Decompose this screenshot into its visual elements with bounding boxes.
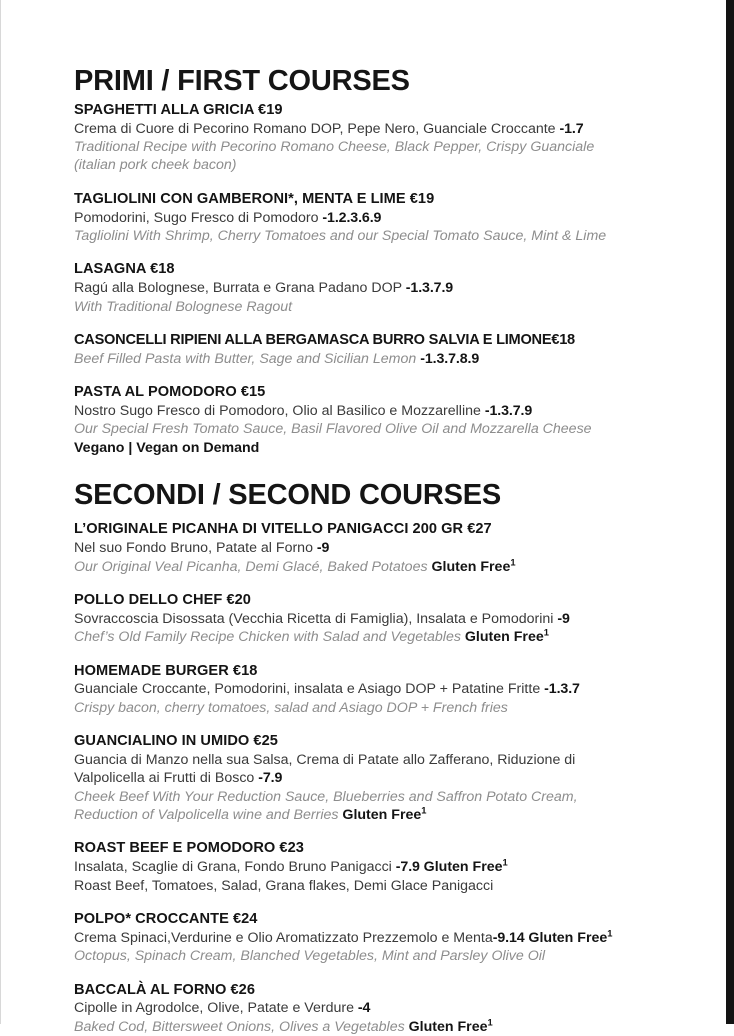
gluten-free-badge bbox=[432, 559, 516, 575]
gluten-free-badge bbox=[424, 859, 508, 875]
dish-description-en bbox=[74, 628, 662, 646]
dish-name: POLPO* CROCCANTE €24 bbox=[74, 910, 662, 929]
dish-description-en: Tagliolini With Shrimp, Cherry Tomatoes and our Special Tomato Sauce, Mint & Lime bbox=[74, 227, 662, 245]
allergen-code: -9.14 bbox=[493, 930, 529, 946]
dish-name: ROAST BEEF E POMODORO €23 bbox=[74, 839, 662, 858]
dish-name: HOMEMADE BURGER €18 bbox=[74, 662, 662, 681]
allergen-code: -4 bbox=[358, 1000, 370, 1016]
dish-originale-picanha-di-vitello bbox=[74, 520, 662, 576]
description-text: Nel suo Fondo Bruno, Patate al Forno bbox=[74, 540, 317, 556]
dish-description-it bbox=[74, 402, 662, 420]
dish-tagliolini-con-gamberoni bbox=[74, 190, 662, 246]
dish-name: BACCALÀ AL FORNO €26 bbox=[74, 981, 662, 1000]
dish-description-en: Crispy bacon, cherry tomatoes, salad and Asiago DOP + French fries bbox=[74, 699, 662, 717]
allergen-code: -9 bbox=[317, 540, 329, 556]
gluten-free-label: Gluten Free bbox=[432, 559, 511, 575]
description-text: Baked Cod, Bittersweet Onions, Olives a Vegetables bbox=[74, 1019, 409, 1035]
dish-description-en bbox=[74, 1018, 662, 1036]
dish-description-en-cont: (italian pork cheek bacon) bbox=[74, 156, 662, 174]
section-primi bbox=[74, 66, 662, 458]
allergen-code: -1.7 bbox=[560, 121, 584, 137]
gluten-free-badge bbox=[409, 1019, 493, 1035]
description-text: Crema di Cuore di Pecorino Romano DOP, Pepe Nero, Guanciale Croccante bbox=[74, 121, 560, 137]
menu-content bbox=[74, 66, 662, 1036]
description-text: Nostro Sugo Fresco di Pomodoro, Olio al Basilico e Mozzarelline bbox=[74, 403, 485, 419]
dish-description-en-cont bbox=[74, 806, 662, 824]
dish-description-en: Traditional Recipe with Pecorino Romano Cheese, Black Pepper, Crispy Guanciale bbox=[74, 138, 662, 156]
dish-name: LASAGNA €18 bbox=[74, 260, 662, 279]
dish-spaghetti-alla-gricia bbox=[74, 101, 662, 175]
dish-pollo-dello-chef bbox=[74, 591, 662, 647]
dish-description-it bbox=[74, 858, 662, 876]
description-text: Chef’s Old Family Recipe Chicken with Salad and Vegetables bbox=[74, 629, 465, 645]
gluten-free-label: Gluten Free bbox=[409, 1019, 488, 1035]
allergen-code: -9 bbox=[557, 611, 569, 627]
description-text: Valpolicella ai Frutti di Bosco bbox=[74, 770, 258, 786]
description-text: Crema Spinaci,Verdurine e Olio Aromatizzato Prezzemolo e Menta bbox=[74, 930, 493, 946]
description-text: Beef Filled Pasta with Butter, Sage and Sicilian Lemon bbox=[74, 351, 420, 367]
section-secondi bbox=[74, 480, 662, 1036]
gluten-free-badge bbox=[528, 930, 612, 946]
allergen-code: -7.9 bbox=[396, 859, 424, 875]
gluten-free-badge bbox=[465, 629, 549, 645]
description-text: Sovraccoscia Disossata (Vecchia Ricetta di Famiglia), Insalata e Pomodorini bbox=[74, 611, 557, 627]
gluten-free-badge bbox=[342, 807, 426, 823]
allergen-code: -1.2.3.6.9 bbox=[322, 210, 381, 226]
dish-description-en: Our Special Fresh Tomato Sauce, Basil Flavored Olive Oil and Mozzarella Cheese bbox=[74, 420, 662, 438]
allergen-code: -7.9 bbox=[258, 770, 282, 786]
dish-name: GUANCIALINO IN UMIDO €25 bbox=[74, 732, 662, 751]
gluten-free-label: Gluten Free bbox=[342, 807, 421, 823]
dish-roast-beef-e-pomodoro bbox=[74, 839, 662, 895]
dish-description-it bbox=[74, 209, 662, 227]
dish-description-it bbox=[74, 120, 662, 138]
dish-description-it bbox=[74, 929, 662, 947]
description-text: Reduction of Valpolicella wine and Berries bbox=[74, 807, 342, 823]
allergen-code: -1.3.7 bbox=[544, 681, 580, 697]
dish-description-it-cont bbox=[74, 769, 662, 787]
dish-lasagna bbox=[74, 260, 662, 316]
dish-description-it bbox=[74, 539, 662, 557]
page-right-edge-strip bbox=[726, 0, 734, 1024]
dish-name: POLLO DELLO CHEF €20 bbox=[74, 591, 662, 610]
gluten-free-label: Gluten Free bbox=[424, 859, 503, 875]
gluten-free-footnote: 1 bbox=[421, 805, 426, 815]
dish-casoncelli-ripieni bbox=[74, 331, 662, 368]
allergen-code: -1.3.7.8.9 bbox=[420, 351, 479, 367]
description-text: Cipolle in Agrodolce, Olive, Patate e Verdure bbox=[74, 1000, 358, 1016]
dish-name: TAGLIOLINI CON GAMBERONI*, MENTA E LIME €19 bbox=[74, 190, 662, 209]
gluten-free-label: Gluten Free bbox=[465, 629, 544, 645]
dish-name: PASTA AL POMODORO €15 bbox=[74, 383, 662, 402]
description-text: Insalata, Scaglie di Grana, Fondo Bruno Panigacci bbox=[74, 859, 396, 875]
dish-description-it bbox=[74, 279, 662, 297]
dish-description-en: With Traditional Bolognese Ragout bbox=[74, 298, 662, 316]
description-text: Ragú alla Bolognese, Burrata e Grana Padano DOP bbox=[74, 280, 406, 296]
gluten-free-footnote: 1 bbox=[607, 928, 612, 938]
vegan-badge: Vegano | Vegan on Demand bbox=[74, 439, 662, 458]
section-title-secondi: SECONDI / SECOND COURSES bbox=[74, 480, 662, 511]
dish-description-it bbox=[74, 999, 662, 1017]
dish-description-it: Guancia di Manzo nella sua Salsa, Crema di Patate allo Zafferano, Riduzione di bbox=[74, 751, 662, 769]
allergen-code: -1.3.7.9 bbox=[406, 280, 453, 296]
allergen-code: -1.3.7.9 bbox=[485, 403, 532, 419]
dish-description-it bbox=[74, 680, 662, 698]
dish-description-it bbox=[74, 610, 662, 628]
section-title-primi: PRIMI / FIRST COURSES bbox=[74, 66, 662, 97]
gluten-free-footnote: 1 bbox=[544, 627, 549, 637]
dish-pasta-al-pomodoro bbox=[74, 383, 662, 457]
dish-guancialino-in-umido bbox=[74, 732, 662, 824]
dish-homemade-burger bbox=[74, 662, 662, 718]
gluten-free-footnote: 1 bbox=[510, 557, 515, 567]
description-text: Guanciale Croccante, Pomodorini, insalata e Asiago DOP + Patatine Fritte bbox=[74, 681, 544, 697]
gluten-free-footnote: 1 bbox=[503, 858, 508, 868]
dish-name: CASONCELLI RIPIENI ALLA BERGAMASCA BURRO SALVIA E LIMONE€18 bbox=[74, 331, 662, 350]
dish-description-en: Cheek Beef With Your Reduction Sauce, Blueberries and Saffron Potato Cream, bbox=[74, 788, 662, 806]
description-text: Pomodorini, Sugo Fresco di Pomodoro bbox=[74, 210, 322, 226]
dish-description-en bbox=[74, 558, 662, 576]
description-text: Our Original Veal Picanha, Demi Glacé, Baked Potatoes bbox=[74, 559, 432, 575]
dish-baccala-al-forno bbox=[74, 981, 662, 1036]
dish-description-en: Octopus, Spinach Cream, Blanched Vegetables, Mint and Parsley Olive Oil bbox=[74, 947, 662, 965]
gluten-free-label: Gluten Free bbox=[528, 930, 607, 946]
gluten-free-footnote: 1 bbox=[487, 1017, 492, 1027]
dish-name: L’ORIGINALE PICANHA DI VITELLO PANIGACCI 200 GR €27 bbox=[74, 520, 662, 539]
dish-name: SPAGHETTI ALLA GRICIA €19 bbox=[74, 101, 662, 120]
dish-description-en: Roast Beef, Tomatoes, Salad, Grana flakes, Demi Glace Panigacci bbox=[74, 877, 662, 895]
dish-polpo-croccante bbox=[74, 910, 662, 966]
dish-description-en bbox=[74, 350, 662, 368]
